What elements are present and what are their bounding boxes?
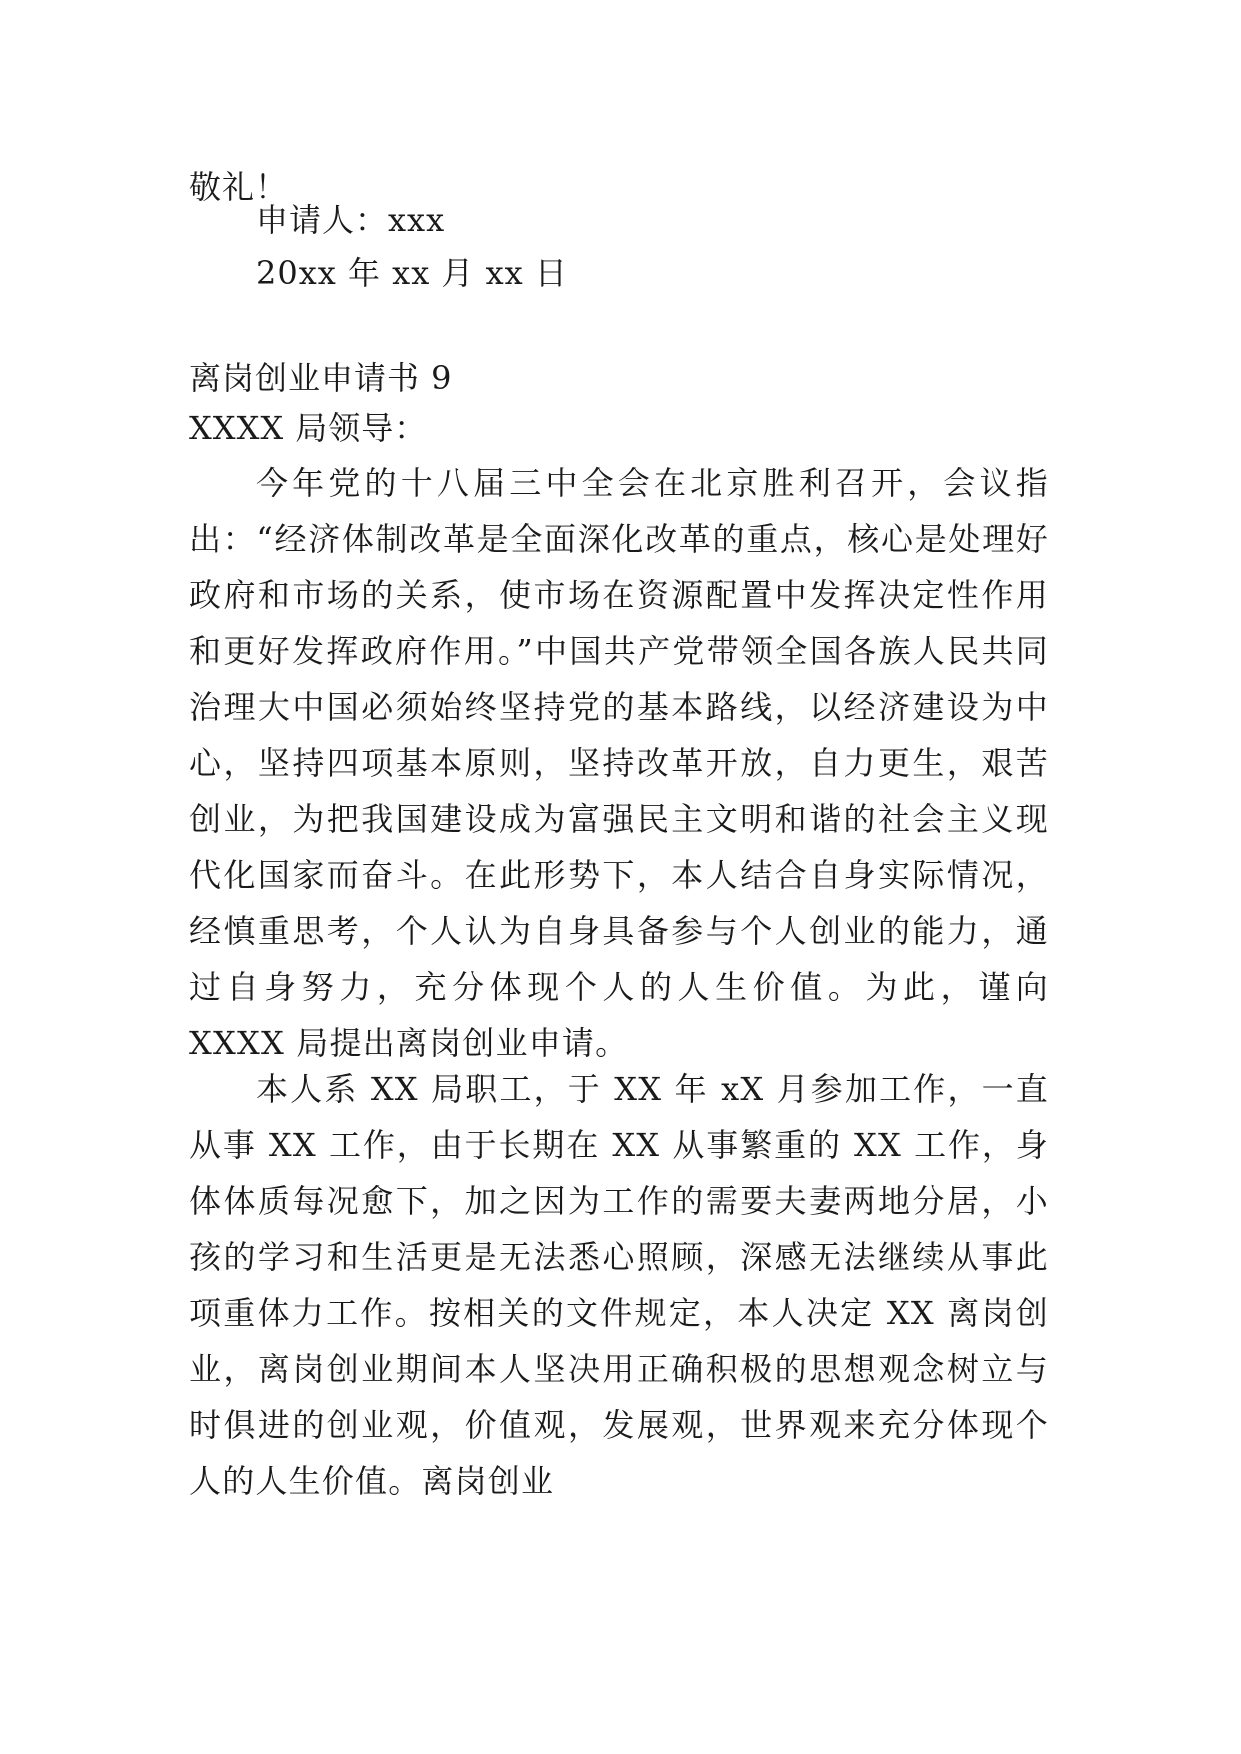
body-paragraph-2: 本人系 XX 局职工，于 XX 年 xX 月参加工作，一直从事 XX 工作，由于长期在 XX 从事繁重的 XX 工作，身体体质每况愈下，加之因为工作的需要夫妻两地分居，小孩的学习和生活更是无法悉心照顾，深感无法继续从事此项重体力工作。按相关的文件规定，本人决定 XX 离岗创业，离岗创业期间本人坚决用正确积极的思想观念树立与时俱进的创业观，价值观，发展观，世界观来充分体现个人的人生价值。离岗创业 bbox=[189, 1070, 1049, 1500]
letter-title: 离岗创业申请书 9 bbox=[189, 359, 453, 397]
date-line: 20xx 年 xx 月 xx 日 bbox=[256, 254, 568, 292]
applicant-line: 申请人：xxx bbox=[256, 201, 446, 239]
recipient-line: XXXX 局领导： bbox=[189, 409, 428, 447]
body-paragraph-1: 今年党的十八届三中全会在北京胜利召开，会议指出：“经济体制改革是全面深化改革的重点，核心是处理好政府和市场的关系，使市场在资源配置中发挥决定性作用和更好发挥政府作用。”中国共产党带领全国各族人民共同治理大中国必须始终坚持党的基本路线，以经济建设为中心，坚持四项基本原则，坚持改革开放，自力更生，艰苦创业，为把我国建设成为富强民主文明和谐的社会主义现代化国家而奋斗。在此形势下，本人结合自身实际情况，经慎重思考，个人认为自身具备参与个人创业的能力，通过自身努力，充分体现个人的人生价值。为此，谨向 XXXX 局提出离岗创业申请。 bbox=[189, 464, 1049, 1062]
closing-salute: 敬礼！ bbox=[189, 168, 289, 206]
